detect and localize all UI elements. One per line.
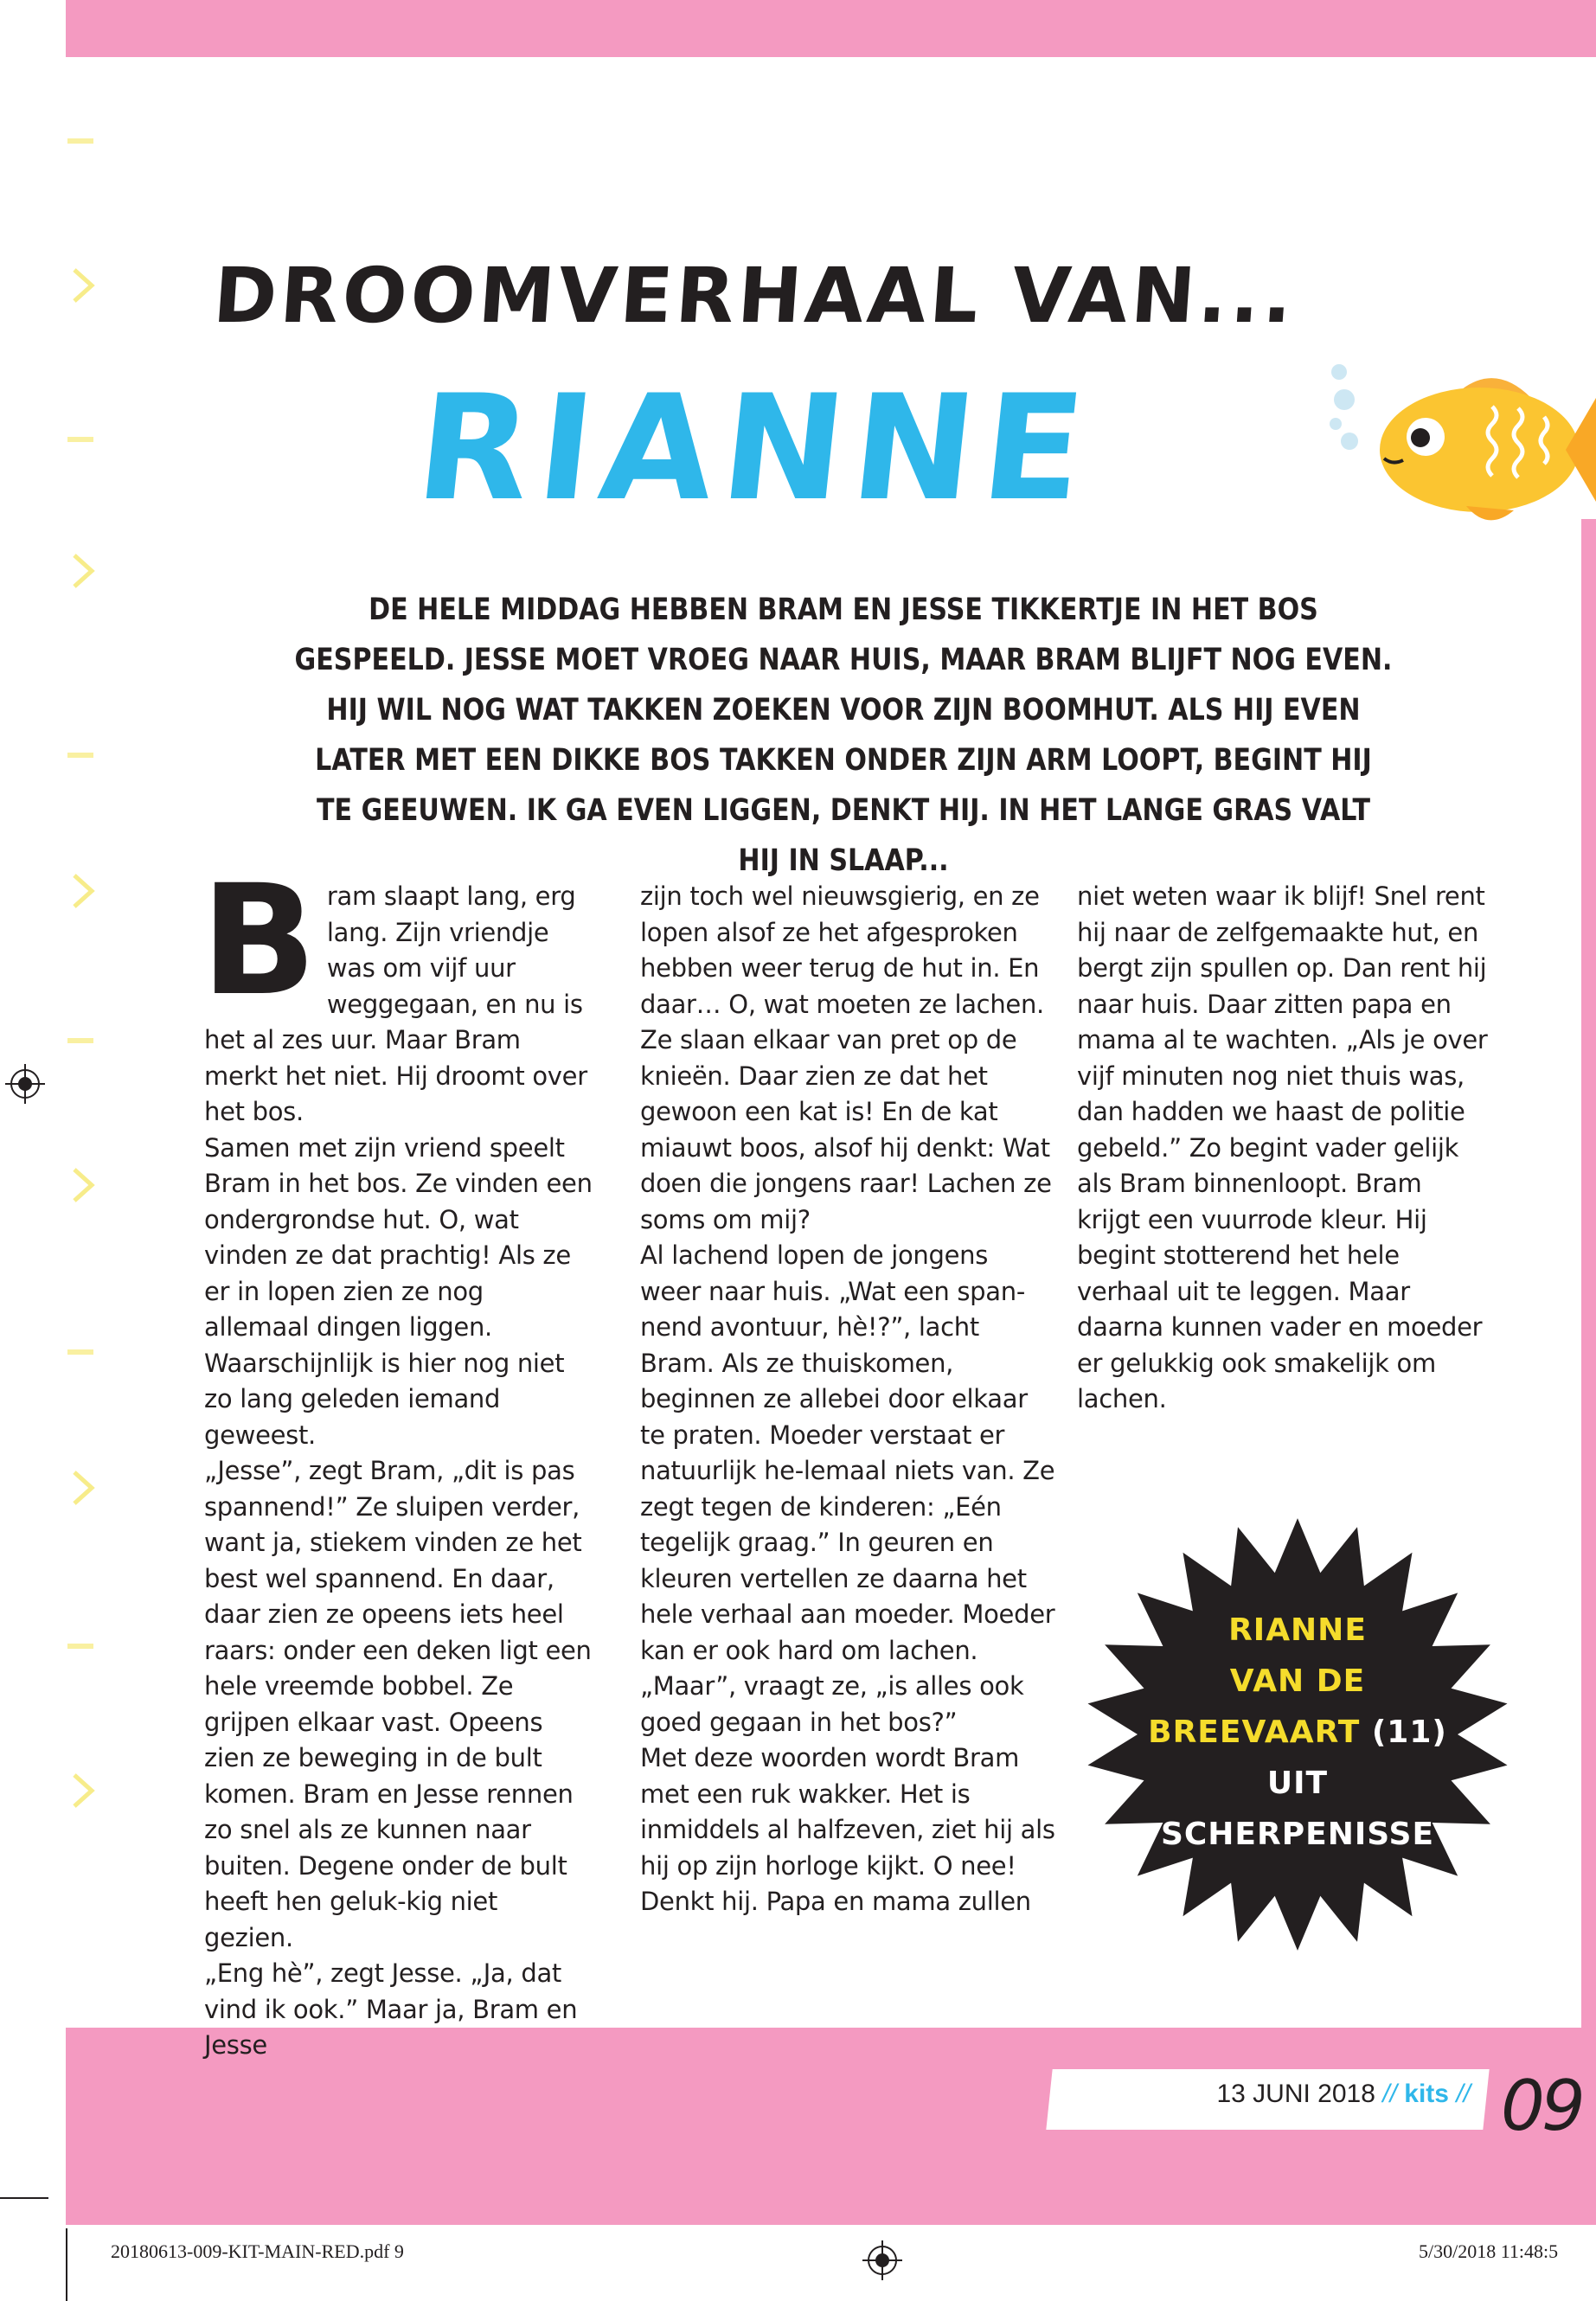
brand-name: kits [1404,2080,1449,2108]
story-paragraph: niet weten waar ik blijf! Snel rent hij naar de zelfgemaakte hut, en bergt zijn spullen op. Dan rent hij naar huis. Daar zitten papa en mama al te wachten. „Als je over vijf minuten nog niet thuis was, dan hadden we haast de politie gebeld.” Zo begint vader gelijk als Bram binnenloopt. Bram krijgt een vuurrode kleur. Hij begint stotterend het hele verhaal uit te leggen. Maar daarna kunnen vader en moeder er gelukkig ook smakelijk om lachen. [1077,881,1488,1413]
author-badge [1086,1605,1509,1860]
story-paragraph: „Jesse”, zegt Bram, „dit is pas spannend!” Ze sluipen verder, want ja, stiekem vinden ze het best wel spannend. En daar, daar zien ze opeens iets heel raars: onder een deken ligt een hele vreemde bobbel. Ze grijpen elkaar vast. Opeens zien ze beweging in de bult komen. Bram en Jesse rennen zo snel als ze kunnen naar buiten. Degene onder de bult heeft hen geluk-kig niet gezien. [204,1456,592,1952]
badge-line: SCHERPENISSE [1160,1817,1435,1852]
story-paragraph: zijn toch wel nieuwsgierig, en ze lopen alsof ze het afgesproken hebben weer terug de hut in. En daar… O, wat moeten ze lachen. Ze slaan elkaar van pret op de knieën. Daar zien ze dat het gewoon een kat is! En de kat miauwt boos, alsof hij denkt: Wat doen die jongens raar! Lachen ze soms om mij? [640,881,1052,1234]
story-paragraph: Met deze woorden wordt Bram met een ruk wakker. Het is inmiddels al halfzeven, ziet hij als hij op zijn horloge kijkt. O nee! Denkt hij. Papa en mama zullen [640,1743,1055,1916]
title-name: RIANNE [409,363,1100,533]
story-paragraph: „Eng hè”, zegt Jesse. „Ja, dat vind ik ook.” Maar ja, Bram en Jesse [204,1958,578,2060]
right-pink-edge [1581,519,1596,2041]
footer-issue-label [1073,2080,1471,2109]
registration-mark-icon [5,1064,45,1104]
print-slug-file: 20180613-009-KIT-MAIN-RED.pdf 9 [111,2240,404,2262]
margin-dash [67,138,93,144]
margin-dash [67,753,93,758]
story-column-3 [1077,879,1492,1418]
intro-paragraph: DE HELE MIDDAG HEBBEN BRAM EN JESSE TIKKERTJE IN HET BOS GESPEELD. JESSE MOET VROEG NAAR HUIS, MAAR BRAM BLIJFT NOG EVEN. HIJ WIL NOG WAT TAKKEN ZOEKEN VOOR ZIJN BOOMHUT. ALS HIJ EVEN LATER MET EEN DIKKE BOS TAKKEN ONDER ZIJN ARM LOOPT, BEGINT HIJ TE GEEUWEN. IK GA EVEN LIGGEN, DENKT HIJ. IN HET LANGE GRAS VALT HIJ IN SLAAP... [294,593,1393,878]
badge-line: BREEVAART [1148,1715,1361,1750]
top-pink-band [66,0,1596,57]
story-paragraph: ram slaapt lang, erg lang. Zijn vriendje was om vijf uur weggegaan, en nu is het al zes uur. Maar Bram merkt het niet. Hij droomt over het bos. [204,881,587,1126]
margin-dash [67,1349,93,1355]
story-paragraph: Samen met zijn vriend speelt Bram in het bos. Ze vinden een ondergrondse hut. O, wat vinden ze dat prachtig! Als ze er in lopen zien ze nog allemaal dingen liggen. Waarschijnlijk is hier nog niet zo lang geleden iemand geweest. [204,1132,593,1450]
separator: // [1456,2080,1471,2108]
crop-mark [0,2197,48,2199]
margin-dash [67,437,93,442]
margin-chevron-icon [71,1471,95,1505]
title-droomverhaal: DROOMVERHAAL VAN... [210,251,1299,340]
story-column-1 [201,852,593,2064]
badge-line: UIT [1266,1766,1329,1801]
badge-line: RIANNE [1228,1612,1367,1648]
story-paragraph: Al lachend lopen de jongens weer naar huis. „Wat een span-nend avontuur, hè!?”, lacht Bram. Als ze thuiskomen, beginnen ze allebei door elkaar te praten. Moeder verstaat er natuurlijk he-lemaal niets van. Ze zegt tegen de kinderen: „Eén tegelijk graag.” In geuren en kleuren vertellen ze daarna het hele verhaal aan moeder. Moeder kan er ook hard om lachen. „Maar”, vraagt ze, „is alles ook goed gegaan in het bos?” [640,1240,1055,1737]
dropcap: B [201,852,317,1029]
margin-chevron-icon [71,1773,95,1808]
separator: // [1382,2080,1397,2108]
margin-dash [67,1644,93,1649]
margin-chevron-icon [71,1168,95,1202]
margin-dash [67,1038,93,1043]
fish-illustration-icon [1324,346,1596,536]
crop-mark [66,2228,67,2301]
margin-chevron-icon [71,268,95,303]
margin-chevron-icon [71,554,95,588]
issue-date: 13 JUNI 2018 [1216,2080,1375,2108]
story-column-2 [640,879,1055,1920]
badge-line: VAN DE [1229,1663,1366,1699]
page-number: 09 [1501,2066,1582,2146]
registration-mark-icon [862,2240,902,2280]
margin-chevron-icon [71,874,95,908]
badge-age: (11) [1371,1715,1447,1750]
print-slug-datetime: 5/30/2018 11:48:5 [1419,2240,1559,2262]
